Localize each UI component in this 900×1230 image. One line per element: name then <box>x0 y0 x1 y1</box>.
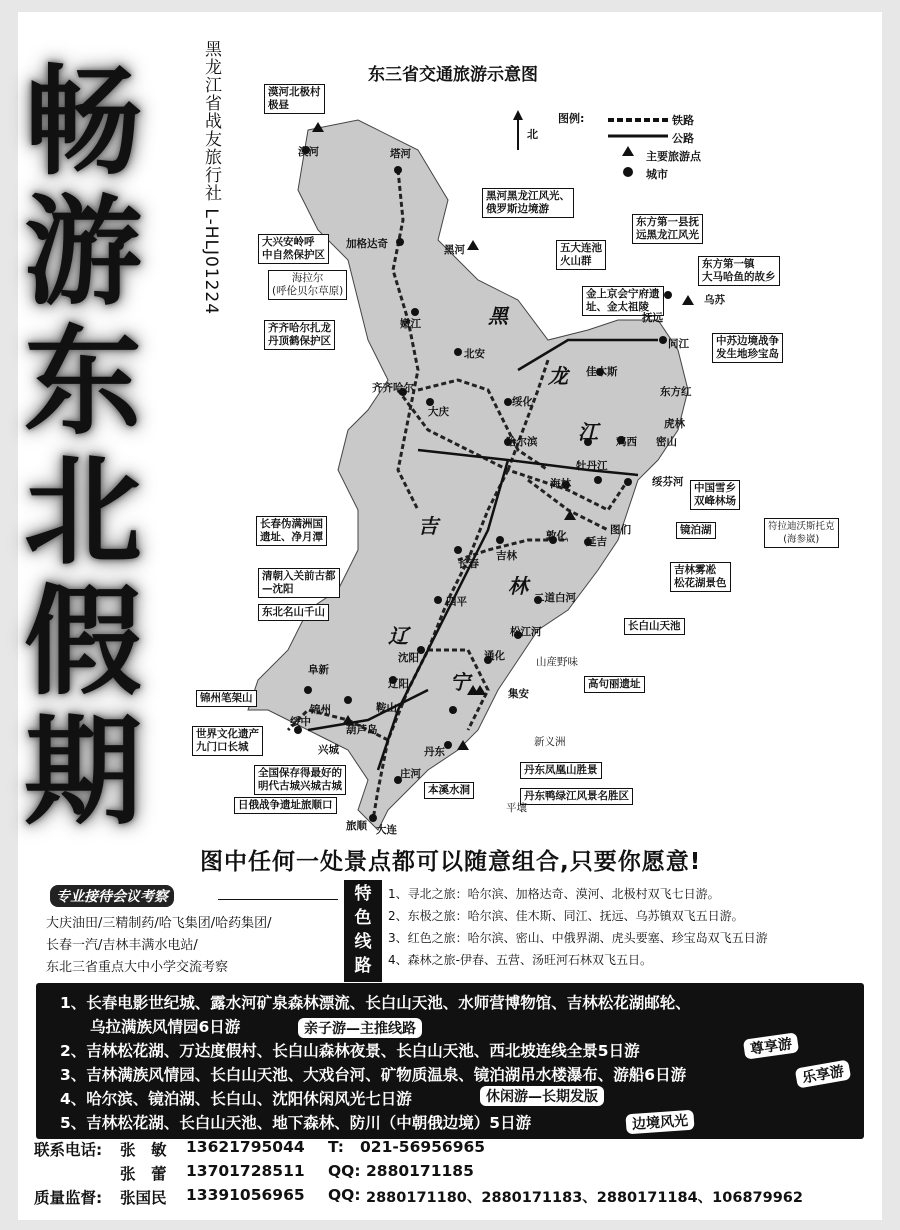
box-xuexiang: 中国雪乡 双峰林场 <box>690 480 740 510</box>
city-label: 牡丹江 <box>576 460 608 472</box>
city-label: 哈尔滨 <box>506 436 538 448</box>
box-dongbeimingshan: 东北名山千山 <box>258 604 329 621</box>
city-label: 丹东 <box>424 746 445 758</box>
contact-extra[interactable]: 2880171185 <box>366 1162 474 1180</box>
city-label: 庄河 <box>400 768 421 780</box>
special-route: 3、红色之旅：哈尔滨、密山、中俄界湖、虎头要塞、珍宝岛双飞五日游 <box>388 931 768 945</box>
headline-char: 畅 <box>23 53 142 191</box>
contact-name: 张国民 <box>120 1189 167 1207</box>
tag-qinzi: 亲子游—主推线路 <box>298 1018 422 1038</box>
contact-phone[interactable]: 13701728511 <box>186 1162 305 1180</box>
tag-xiuxian: 休闲游—长期发版 <box>480 1086 604 1106</box>
box-jinshangjing: 金上京会宁府遗 址、金太祖陵 <box>582 286 664 316</box>
city-label: 延吉 <box>586 536 607 548</box>
city-label: 旅顺 <box>346 820 367 832</box>
city-label: 东方红 <box>660 386 692 398</box>
contact-phone[interactable]: 13391056965 <box>186 1186 305 1204</box>
box-daxinganling: 大兴安岭呼 中自然保护区 <box>258 234 329 264</box>
box-qiqihar: 齐齐哈尔扎龙 丹顶鹤保护区 <box>264 320 335 350</box>
box-jilin: 吉林雾凇 松花湖景色 <box>670 562 731 592</box>
region-shape <box>248 120 688 830</box>
box-hulunbeier: 海拉尔 (呼伦贝尔草原) <box>268 270 347 300</box>
headline-char: 东 <box>23 313 142 451</box>
hosting-line: 大庆油田/三精制药/哈飞集团/哈药集团/ <box>46 916 272 931</box>
city-label: 绥中 <box>290 716 311 728</box>
box-mohe: 漠河北极村 极昼 <box>264 84 325 114</box>
tour-line: 1、长春电影世纪城、露水河矿泉森林漂流、长白山天池、水师营博物馆、吉林松花湖邮轮、 <box>60 994 691 1012</box>
city-label: 塔河 <box>390 148 411 160</box>
city-label: 同江 <box>668 338 689 350</box>
province-char: 宁 <box>450 670 470 694</box>
agency-name: 黑龙江省战友旅行社 L-HLJ01224 <box>201 40 221 316</box>
divider <box>218 899 338 900</box>
tour-line: 4、哈尔滨、镜泊湖、长白山、沈阳休闲风光七日游 <box>60 1090 412 1108</box>
box-vladivostok: 符拉迪沃斯托克 (海参崴) <box>764 518 839 548</box>
city-label: 加格达奇 <box>346 238 388 250</box>
box-benxi: 本溪水洞 <box>424 782 474 799</box>
contact-extra[interactable]: 2880171180、2880171183、2880171184、106879962 <box>366 1190 803 1206</box>
headline-char: 游 <box>23 183 142 321</box>
tour-line: 2、吉林松花湖、万达度假村、长白山森林夜景、长白山天池、西北坡连线全景5日游 <box>60 1042 640 1060</box>
special-route: 1、寻北之旅：哈尔滨、加格达奇、漠河、北极村双飞七日游。 <box>388 887 720 901</box>
city-label: 北安 <box>464 348 485 360</box>
city-label: 乌苏 <box>704 294 725 306</box>
city-label: 兴城 <box>318 744 339 756</box>
box-zhongsu: 中苏边境战争 发生地珍宝岛 <box>712 333 783 363</box>
box-changbaishan: 长白山天池 <box>624 618 685 635</box>
legend-highway: 公路 <box>672 132 694 145</box>
province-char: 黑 <box>488 304 508 328</box>
contact-name: 张 蕾 <box>120 1165 167 1183</box>
box-riezhan: 日俄战争遗址旅顺口 <box>234 797 337 814</box>
city-label: 葫芦岛 <box>346 724 378 736</box>
city-label: 黑河 <box>444 244 465 256</box>
contact-name: 张 敏 <box>120 1141 167 1159</box>
box-dongfang1: 东方第一县抚 远黑龙江风光 <box>632 214 703 244</box>
legend-railway: 铁路 <box>672 114 694 127</box>
city-label: 图们 <box>610 524 631 536</box>
box-dongfang2: 东方第一镇 大马哈鱼的故乡 <box>698 256 780 286</box>
city-label: 二道白河 <box>534 592 576 604</box>
city-label: 吉林 <box>496 550 517 562</box>
city-label: 阜新 <box>308 664 329 676</box>
city-label: 新义洲 <box>534 736 566 748</box>
box-jingpohu: 镜泊湖 <box>676 522 716 539</box>
box-shijie: 世界文化遗产 九门口长城 <box>192 726 263 756</box>
special-char: 特 <box>354 884 372 904</box>
city-label: 锦州 <box>310 704 331 716</box>
city-label: 海林 <box>550 478 571 490</box>
hosting-line: 东北三省重点大中小学交流考察 <box>46 960 229 975</box>
box-wudalianchi: 五大连池 火山群 <box>556 240 606 270</box>
special-route: 2、东极之旅：哈尔滨、佳木斯、同江、抚远、乌苏镇双飞五日游。 <box>388 909 744 923</box>
contact-extra-label: QQ: <box>328 1162 361 1180</box>
hosting-line: 长春一汽/吉林丰满水电站/ <box>46 938 198 953</box>
contact-extra[interactable]: 021-56956965 <box>360 1138 486 1156</box>
contact-label: 联系电话: <box>34 1141 103 1159</box>
contact-phone[interactable]: 13621795044 <box>186 1138 305 1156</box>
city-label: 松江河 <box>510 626 542 638</box>
contact-label: 质量监督: <box>34 1189 103 1207</box>
city-label: 绥芬河 <box>652 476 684 488</box>
special-route: 4、森林之旅-伊春、五营、汤旺河石林双飞五日。 <box>388 953 652 967</box>
city-label: 嫩江 <box>400 318 421 330</box>
city-label: 大庆 <box>428 406 449 418</box>
tag-bianjing: 边境风光 <box>625 1110 694 1135</box>
city-label: 大连 <box>376 824 397 836</box>
box-heihe: 黑河黑龙江风光、 俄罗斯边境游 <box>482 188 574 218</box>
headline-char: 北 <box>23 443 142 581</box>
north-label: 北 <box>527 128 538 141</box>
city-label: 集安 <box>508 688 529 700</box>
box-dandong: 丹东凤凰山胜景 <box>520 762 602 779</box>
city-label: 山産野味 <box>536 656 578 668</box>
province-char: 吉 <box>418 514 438 538</box>
province-char: 辽 <box>388 624 408 648</box>
legend-title: 图例: <box>558 112 585 125</box>
special-routes-list <box>388 883 868 971</box>
map-title: 东三省交通旅游示意图 <box>368 65 538 85</box>
city-label: 长春 <box>458 558 479 570</box>
city-label: 绥化 <box>512 396 533 408</box>
legend-city: 城市 <box>646 168 668 181</box>
city-label: 鞍山 <box>376 702 397 714</box>
city-label: 四平 <box>446 596 467 608</box>
special-char: 色 <box>354 908 372 928</box>
city-label: 通化 <box>484 650 505 662</box>
city-label: 辽阳 <box>388 678 409 690</box>
tour-line: 5、吉林松花湖、长白山天池、地下森林、防川（中朝俄边境）5日游 <box>60 1114 532 1132</box>
box-jinzhou: 锦州笔架山 <box>196 690 257 707</box>
province-char: 林 <box>508 574 528 598</box>
tour-line: 乌拉满族风情园6日游 <box>90 1018 241 1036</box>
city-label: 虎林 <box>664 418 685 430</box>
legend-attraction: 主要旅游点 <box>646 150 701 163</box>
tag-zunxiang: 尊享游 <box>743 1032 799 1059</box>
city-label: 漠河 <box>298 146 319 158</box>
box-quanguo: 全国保存得最好的 明代古城兴城古城 <box>254 765 346 795</box>
contact-extra-label: T: <box>328 1138 344 1156</box>
contact-extra-label: QQ: <box>328 1186 361 1204</box>
province-char: 龙 <box>548 364 568 388</box>
special-char: 线 <box>354 932 372 952</box>
province-char: 江 <box>578 420 598 444</box>
headline-char: 期 <box>23 703 142 841</box>
tag-lexiang: 乐享游 <box>795 1059 852 1088</box>
city-label: 齐齐哈尔 <box>372 382 414 394</box>
hosting-title: 专业接待会议考察 <box>50 885 174 907</box>
city-label: 鸡西 <box>616 436 637 448</box>
special-char: 路 <box>354 956 372 976</box>
city-label: 密山 <box>656 436 677 448</box>
special-routes-label <box>344 880 382 982</box>
city-label: 敦化 <box>546 530 567 542</box>
box-qingchao: 清朝入关前古都 —沈阳 <box>258 568 340 598</box>
headline-char: 假 <box>23 573 142 711</box>
box-yalujiang: 丹东鸭绿江风景名胜区 <box>520 788 633 805</box>
tour-line: 3、吉林满族风情园、长白山天池、大戏台河、矿物质温泉、镜泊湖吊水楼瀑布、游船6日游 <box>60 1066 687 1084</box>
box-gaogouli: 高句丽遗址 <box>584 676 645 693</box>
box-changchun: 长春伪满洲国 遗址、净月潭 <box>256 516 327 546</box>
city-label: 沈阳 <box>398 652 419 664</box>
city-label: 佳木斯 <box>586 366 618 378</box>
city-label: 抚远 <box>642 312 663 324</box>
slogan: 图中任何一处景点都可以随意组合,只要你愿意! <box>200 849 702 875</box>
city-label: 平壤 <box>506 802 527 814</box>
